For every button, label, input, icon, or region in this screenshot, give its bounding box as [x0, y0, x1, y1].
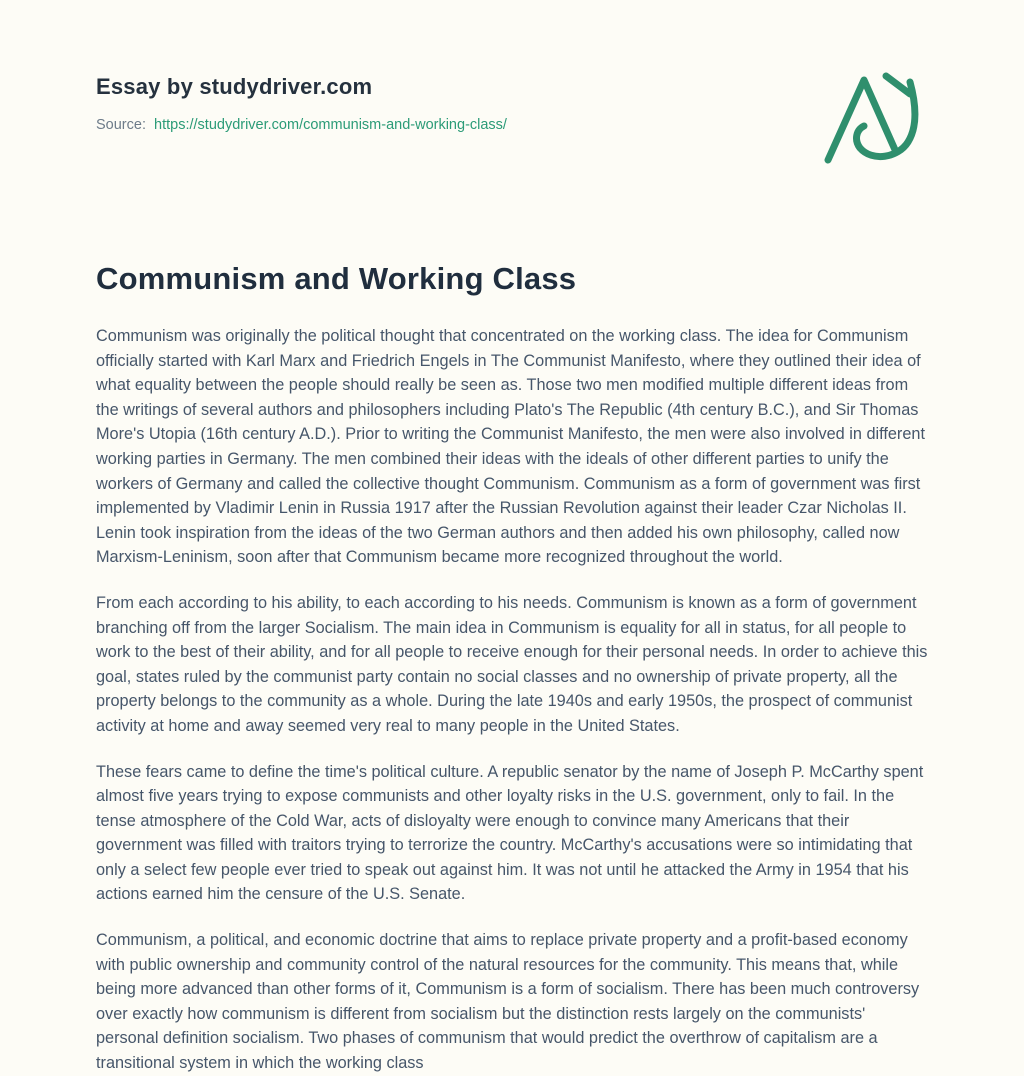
source-label: Source:	[96, 117, 146, 133]
header-title: Essay by studydriver.com	[96, 74, 373, 99]
studydriver-logo-icon	[822, 70, 926, 169]
page-header	[96, 74, 928, 169]
source-link[interactable]: https://studydriver.com/communism-and-working-class/	[154, 117, 507, 133]
essay-body	[96, 261, 928, 1076]
header-text-block	[96, 74, 507, 133]
essay-paragraph-4: Communism, a political, and economic doctrine that aims to replace private property and a profit-based economy with public ownership and community control of the natural resources for the community. This means that, while being more advanced than other forms of it, Communism is a form of socialism. There has been much controversy over exactly how communism is different from socialism but the distinction rests largely on the communists' personal definition socialism. Two phases of communism that would predict the overthrow of capitalism are a transitional system in which the working class	[96, 931, 920, 1073]
document-title: Communism and Working Class	[96, 261, 577, 296]
essay-paragraph-3: These fears came to define the time's political culture. A republic senator by the name of Joseph P. McCarthy spent almost five years trying to expose communists and other loyalty risks in the U.S. government, only to fail. In the tense atmosphere of the Cold War, acts of disloyalty were enough to convince many Americans that their government was filled with traitors trying to terrorize the country. McCarthy's accusations were so intimidating that only a select few people ever tried to speak out against him. It was not until he attacked the Army in 1954 that his actions earned him the censure of the U.S. Senate.	[96, 762, 924, 904]
essay-paragraph-1: Communism was originally the political thought that concentrated on the working class. The idea for Communism officially started with Karl Marx and Friedrich Engels in The Communist Manifesto, where they outlined their idea of what equality between the people should really be seen as. Those two men modified multiple different ideas from the writings of several authors and philosophers including Plato's The Republic (4th century B.C.), and Sir Thomas More's Utopia (16th century A.D.). Prior to writing the Communist Manifesto, the men were also involved in different working parties in Germany. The men combined their ideas with the ideals of other different parties to unify the workers of Germany and called the collective thought Communism. Communism as a form of government was first implemented by Vladimir Lenin in Russia 1917 after the Russian Revolution against their leader Czar Nicholas II. Lenin took inspiration from the ideas of the two German authors and then added his own philosophy, called now Marxism-Leninism, soon after that Communism became more recognized throughout the world.	[96, 327, 925, 567]
source-line	[96, 117, 507, 133]
essay-paragraph-2: From each according to his ability, to each according to his needs. Communism is known as a form of government branching off from the larger Socialism. The main idea in Communism is equality for all in status, for all people to work to the best of their ability, and for all people to receive enough for their personal needs. In order to achieve this goal, states ruled by the communist party contain no social classes and no ownership of private property, all the property belongs to the community as a whole. During the late 1940s and early 1950s, the prospect of communist activity at home and away seemed very real to many people in the United States.	[96, 593, 928, 735]
